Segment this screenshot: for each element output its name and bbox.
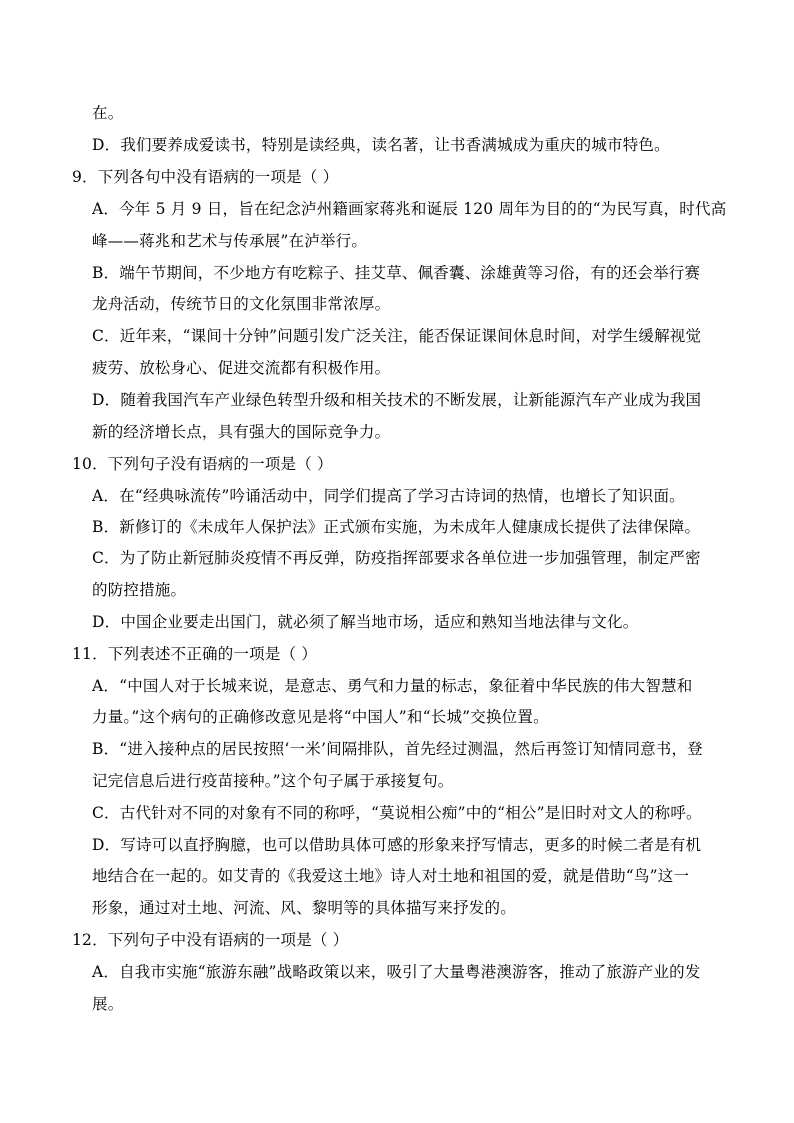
question-12-option-a: A．自我市实施“旅游东融”战略政策以来，吸引了大量粤港澳游客，推动了旅游产业的发 <box>92 963 701 981</box>
question-11-option-d-cont-2: 形象，通过对土地、河流、风、黎明等的具体描写来抒发的。 <box>92 899 516 917</box>
question-9-option-d: D．随着我国汽车产业绿色转型升级和相关技术的不断发展，让新能源汽车产业成为我国 <box>92 391 702 409</box>
question-11-stem: 11．下列表述不正确的一项是（ ） <box>72 645 318 663</box>
question-10-option-a: A．在“经典咏流传”吟诵活动中，同学们提高了学习古诗词的热情，也增长了知识面。 <box>92 487 685 505</box>
question-9-option-a: A．今年 5 月 9 日，旨在纪念泸州籍画家蒋兆和诞辰 120 周年为目的的“为民写真，时代高 <box>92 200 727 218</box>
question-11-option-a-cont: 力量。”这个病句的正确修改意见是将“中国人”和“长城”交换位置。 <box>92 708 549 726</box>
carryover-option-d: D．我们要养成爱读书，特别是读经典，读名著，让书香满城成为重庆的城市特色。 <box>92 136 670 154</box>
question-9-option-a-cont: 峰——蒋兆和艺术与传承展”在泸举行。 <box>92 232 368 250</box>
question-11-option-a: A．“中国人对于长城来说，是意志、勇气和力量的标志，象征着中华民族的伟大智慧和 <box>92 677 693 695</box>
question-10-stem: 10．下列句子没有语病的一项是（ ） <box>72 455 333 473</box>
carryover-end-text: 在。 <box>92 104 124 122</box>
question-12-option-a-cont: 展。 <box>92 995 124 1013</box>
question-11-option-b: B．“进入接种点的居民按照‘一米’间隔排队，首先经过测温，然后再签订知情同意书，登 <box>92 740 703 758</box>
question-9-stem: 9．下列各句中没有语病的一项是（ ） <box>72 168 339 186</box>
question-10-option-c-cont: 的防控措施。 <box>92 581 187 599</box>
question-9-option-b-cont: 龙舟活动，传统节日的文化氛围非常浓厚。 <box>92 295 391 313</box>
question-10-option-c: C．为了防止新冠肺炎疫情不再反弹，防疫指挥部要求各单位进一步加强管理，制定严密 <box>92 549 701 567</box>
question-12-stem: 12．下列句子中没有语病的一项是（ ） <box>72 931 349 949</box>
question-9-option-c-cont: 疲劳、放松身心、促进交流都有积极作用。 <box>92 359 391 377</box>
question-11-option-b-cont: 记完信息后进行疫苗接种。”这个句子属于承接复句。 <box>92 772 454 790</box>
question-9-option-b: B．端午节期间，不少地方有吃粽子、挂艾草、佩香囊、涂雄黄等习俗，有的还会举行赛 <box>92 264 701 282</box>
question-10-option-b: B．新修订的《未成年人保护法》正式颁布实施，为未成年人健康成长提供了法律保障。 <box>92 518 701 536</box>
question-11-option-d: D．写诗可以直抒胸臆，也可以借助具体可感的形象来抒写情志，更多的时候二者是有机 <box>92 836 702 854</box>
question-9-option-d-cont: 新的经济增长点，具有强大的国际竞争力。 <box>92 423 391 441</box>
question-10-option-d: D．中国企业要走出国门，就必须了解当地市场，适应和熟知当地法律与文化。 <box>92 613 639 631</box>
question-11-option-c: C．古代针对不同的对象有不同的称呼，“莫说相公痴”中的“相公”是旧时对文人的称呼。 <box>92 804 702 822</box>
question-9-option-c: C．近年来，“课间十分钟”问题引发广泛关注，能否保证课间休息时间，对学生缓解视觉 <box>92 327 702 345</box>
question-11-option-d-cont: 地结合在一起的。如艾青的《我爱这土地》诗人对土地和祖国的爱，就是借助“鸟”这一 <box>92 867 690 885</box>
